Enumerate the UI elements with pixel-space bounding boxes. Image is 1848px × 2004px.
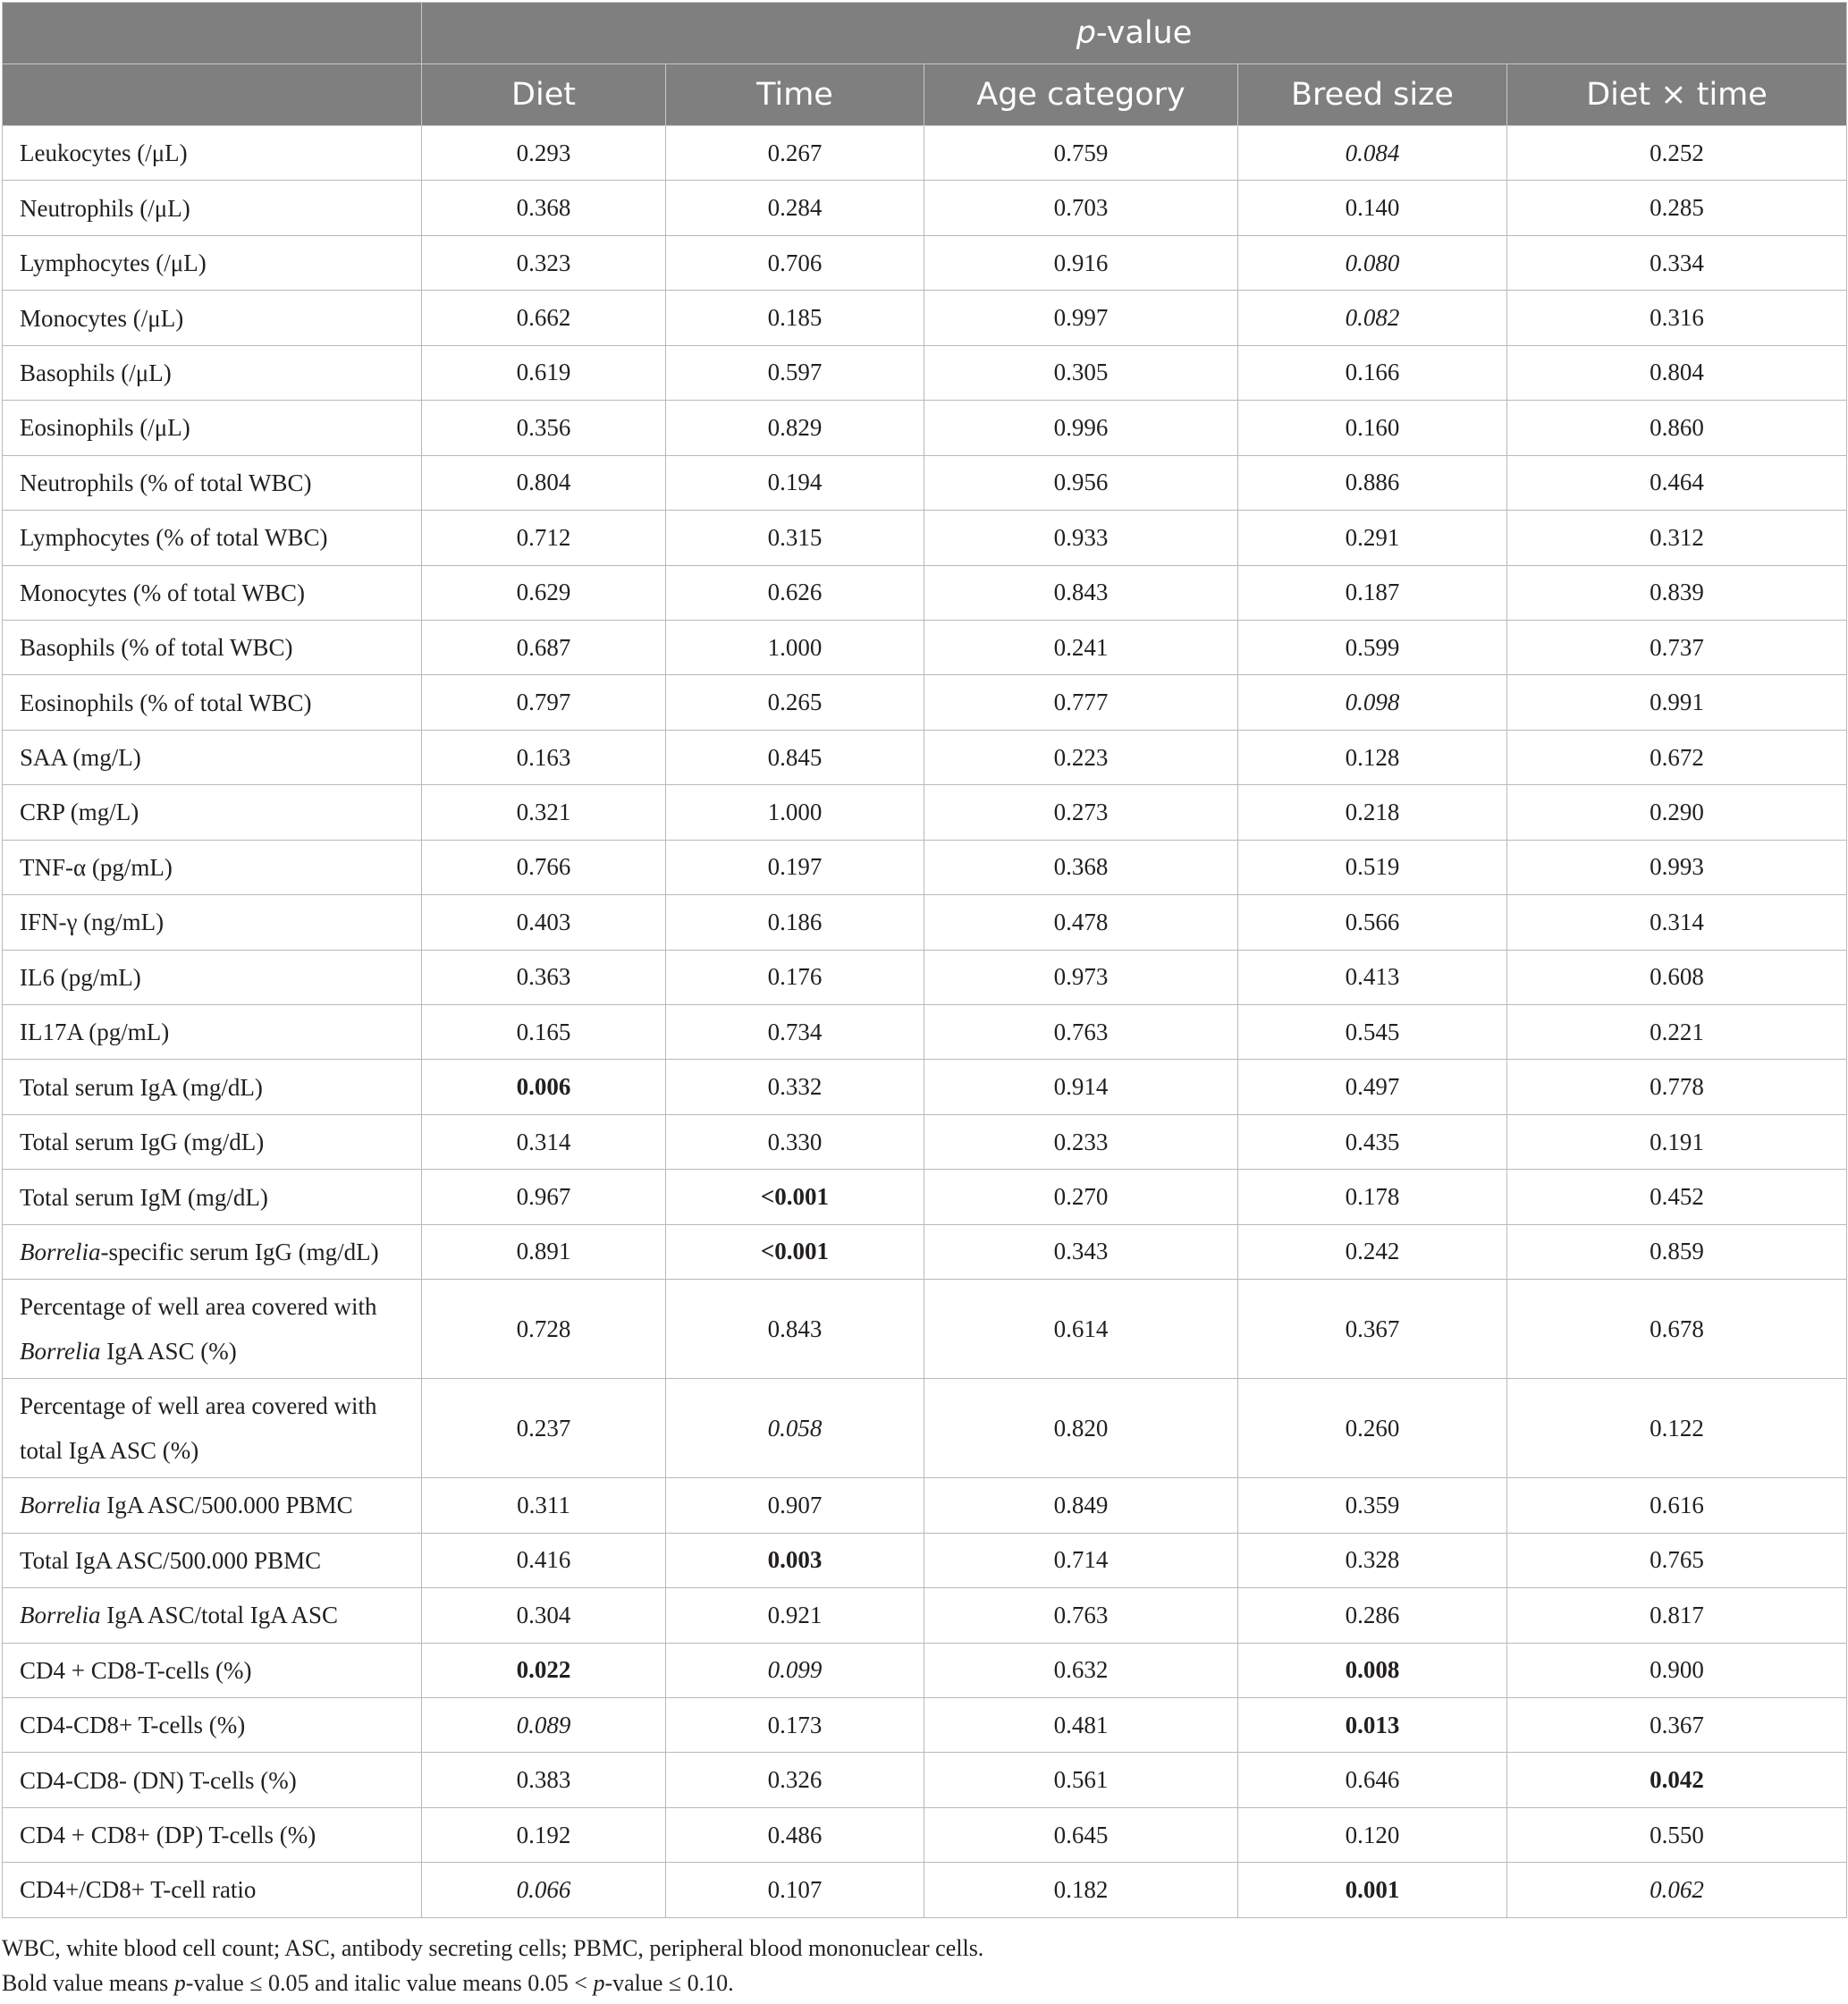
p-value-cell: 0.176 bbox=[666, 950, 924, 1004]
p-value-cell: 0.003 bbox=[666, 1533, 924, 1587]
p-value-cell: 0.759 bbox=[924, 126, 1238, 181]
row-label: CD4 + CD8+ (DP) T-cells (%) bbox=[3, 1807, 422, 1862]
row-label: TNF-α (pg/mL) bbox=[3, 840, 422, 894]
p-value-cell: 0.967 bbox=[422, 1170, 666, 1224]
p-value-cell: 0.367 bbox=[1238, 1280, 1507, 1379]
p-value-cell: 0.804 bbox=[1507, 345, 1847, 400]
p-value-cell: 0.435 bbox=[1238, 1114, 1507, 1169]
row-label: Total IgA ASC/500.000 PBMC bbox=[3, 1533, 422, 1587]
p-value-table bbox=[2, 2, 1847, 1918]
table-row bbox=[3, 1643, 1847, 1697]
p-value-cell: 0.645 bbox=[924, 1807, 1238, 1862]
p-value-cell: 0.703 bbox=[924, 181, 1238, 235]
p-value-cell: 0.314 bbox=[422, 1114, 666, 1169]
p-value-cell: 0.860 bbox=[1507, 401, 1847, 455]
p-value-cell: 0.996 bbox=[924, 401, 1238, 455]
row-label: Total serum IgG (mg/dL) bbox=[3, 1114, 422, 1169]
p-value-cell: 0.849 bbox=[924, 1478, 1238, 1533]
p-value-cell: 0.160 bbox=[1238, 401, 1507, 455]
row-label: Borrelia IgA ASC/500.000 PBMC bbox=[3, 1478, 422, 1533]
p-value-cell: 0.843 bbox=[666, 1280, 924, 1379]
row-label: Neutrophils (% of total WBC) bbox=[3, 455, 422, 510]
table-row bbox=[3, 511, 1847, 565]
row-label: CD4+/CD8+ T-cell ratio bbox=[3, 1863, 422, 1917]
p-value-cell: 0.326 bbox=[666, 1753, 924, 1807]
p-value-cell: 0.597 bbox=[666, 345, 924, 400]
p-value-cell: 0.285 bbox=[1507, 181, 1847, 235]
p-value-cell: 0.413 bbox=[1238, 950, 1507, 1004]
table-row bbox=[3, 1753, 1847, 1807]
p-value-cell: 0.550 bbox=[1507, 1807, 1847, 1862]
row-label: Borrelia-specific serum IgG (mg/dL) bbox=[3, 1224, 422, 1279]
p-value-cell: 0.099 bbox=[666, 1643, 924, 1697]
row-label: Monocytes (% of total WBC) bbox=[3, 565, 422, 620]
p-value-cell: 0.305 bbox=[924, 345, 1238, 400]
p-value-cell: 0.315 bbox=[666, 511, 924, 565]
significance-note: Bold value means p-value ≤ 0.05 and italic value means 0.05 < p-value ≤ 0.10. bbox=[2, 1970, 734, 1996]
p-value-cell: 0.218 bbox=[1238, 785, 1507, 840]
p-value-cell: 0.886 bbox=[1238, 455, 1507, 510]
p-value-cell: 0.187 bbox=[1238, 565, 1507, 620]
p-value-cell: 0.330 bbox=[666, 1114, 924, 1169]
table-row bbox=[3, 126, 1847, 181]
p-value-cell: 0.545 bbox=[1238, 1005, 1507, 1060]
row-label: Total serum IgM (mg/dL) bbox=[3, 1170, 422, 1224]
p-value-cell: 0.120 bbox=[1238, 1807, 1507, 1862]
table-row bbox=[3, 950, 1847, 1004]
p-value-cell: 1.000 bbox=[666, 785, 924, 840]
p-value-cell: 0.777 bbox=[924, 675, 1238, 730]
p-value-cell: 0.197 bbox=[666, 840, 924, 894]
abbreviations-note: WBC, white blood cell count; ASC, antibody secreting cells; PBMC, peripheral blood mononuclear cells. bbox=[2, 1935, 984, 1961]
row-label: CD4-CD8- (DN) T-cells (%) bbox=[3, 1753, 422, 1807]
p-value-cell: 0.042 bbox=[1507, 1753, 1847, 1807]
row-label: Percentage of well area covered with Borrelia IgA ASC (%) bbox=[3, 1280, 422, 1379]
p-value-cell: 0.804 bbox=[422, 455, 666, 510]
p-value-cell: <0.001 bbox=[666, 1224, 924, 1279]
p-value-cell: 0.163 bbox=[422, 730, 666, 784]
header-corner bbox=[3, 3, 422, 64]
table-row bbox=[3, 675, 1847, 730]
p-value-cell: 0.221 bbox=[1507, 1005, 1847, 1060]
p-value-cell: 0.599 bbox=[1238, 620, 1507, 674]
p-value-cell: 0.933 bbox=[924, 511, 1238, 565]
p-value-cell: 0.316 bbox=[1507, 291, 1847, 345]
table-row bbox=[3, 1863, 1847, 1917]
p-value-cell: 0.098 bbox=[1238, 675, 1507, 730]
p-value-cell: 0.629 bbox=[422, 565, 666, 620]
table-row bbox=[3, 291, 1847, 345]
p-value-cell: 0.252 bbox=[1507, 126, 1847, 181]
row-label: IFN-γ (ng/mL) bbox=[3, 895, 422, 950]
p-value-cell: 0.122 bbox=[1507, 1379, 1847, 1478]
p-value-cell: 0.914 bbox=[924, 1060, 1238, 1114]
row-label: CD4-CD8+ T-cells (%) bbox=[3, 1697, 422, 1752]
p-value-cell: 0.817 bbox=[1507, 1588, 1847, 1643]
p-value-cell: 0.089 bbox=[422, 1697, 666, 1752]
p-value-cell: 0.845 bbox=[666, 730, 924, 784]
p-value-cell: 0.383 bbox=[422, 1753, 666, 1807]
p-value-cell: 0.672 bbox=[1507, 730, 1847, 784]
table-row bbox=[3, 1005, 1847, 1060]
p-value-cell: 0.267 bbox=[666, 126, 924, 181]
p-value-cell: 0.997 bbox=[924, 291, 1238, 345]
p-value-cell: 0.678 bbox=[1507, 1280, 1847, 1379]
column-header-age-category: Age category bbox=[924, 64, 1238, 126]
table-row bbox=[3, 565, 1847, 620]
p-value-cell: 0.766 bbox=[422, 840, 666, 894]
p-value-cell: 0.993 bbox=[1507, 840, 1847, 894]
table-row bbox=[3, 895, 1847, 950]
row-label: Neutrophils (/μL) bbox=[3, 181, 422, 235]
p-value-cell: 0.022 bbox=[422, 1643, 666, 1697]
table-row bbox=[3, 1114, 1847, 1169]
p-value-cell: 0.778 bbox=[1507, 1060, 1847, 1114]
p-value-cell: 0.062 bbox=[1507, 1863, 1847, 1917]
p-value-cell: 0.165 bbox=[422, 1005, 666, 1060]
p-value-cell: 0.304 bbox=[422, 1588, 666, 1643]
p-value-cell: 0.192 bbox=[422, 1807, 666, 1862]
p-value-cell: 0.191 bbox=[1507, 1114, 1847, 1169]
table-row bbox=[3, 1807, 1847, 1862]
p-value-cell: 0.128 bbox=[1238, 730, 1507, 784]
column-header-diet-x-time: Diet × time bbox=[1507, 64, 1847, 126]
p-value-cell: 0.290 bbox=[1507, 785, 1847, 840]
header-row-columns bbox=[3, 64, 1847, 126]
p-value-cell: 0.973 bbox=[924, 950, 1238, 1004]
p-value-cell: 0.616 bbox=[1507, 1478, 1847, 1533]
p-value-cell: 0.367 bbox=[1507, 1697, 1847, 1752]
p-value-cell: 0.566 bbox=[1238, 895, 1507, 950]
row-label: Total serum IgA (mg/dL) bbox=[3, 1060, 422, 1114]
p-value-cell: 0.646 bbox=[1238, 1753, 1507, 1807]
p-value-cell: 0.956 bbox=[924, 455, 1238, 510]
p-value-cell: 0.173 bbox=[666, 1697, 924, 1752]
p-value-cell: 0.321 bbox=[422, 785, 666, 840]
row-label: SAA (mg/L) bbox=[3, 730, 422, 784]
table-row bbox=[3, 1379, 1847, 1478]
column-header-time: Time bbox=[666, 64, 924, 126]
p-value-cell: 0.166 bbox=[1238, 345, 1507, 400]
p-value-cell: 0.368 bbox=[422, 181, 666, 235]
p-value-cell: 0.265 bbox=[666, 675, 924, 730]
p-value-cell: 0.233 bbox=[924, 1114, 1238, 1169]
table-row bbox=[3, 1280, 1847, 1379]
table-row bbox=[3, 455, 1847, 510]
p-value-cell: 0.843 bbox=[924, 565, 1238, 620]
p-value-cell: 0.737 bbox=[1507, 620, 1847, 674]
p-value-cell: 0.066 bbox=[422, 1863, 666, 1917]
p-value-cell: 0.403 bbox=[422, 895, 666, 950]
p-value-cell: 0.452 bbox=[1507, 1170, 1847, 1224]
row-label: Percentage of well area covered with total IgA ASC (%) bbox=[3, 1379, 422, 1478]
p-value-cell: 0.829 bbox=[666, 401, 924, 455]
p-value-cell: 0.058 bbox=[666, 1379, 924, 1478]
p-value-cell: 1.000 bbox=[666, 620, 924, 674]
p-value-cell: 0.273 bbox=[924, 785, 1238, 840]
row-label: CD4 + CD8-T-cells (%) bbox=[3, 1643, 422, 1697]
row-label: Borrelia IgA ASC/total IgA ASC bbox=[3, 1588, 422, 1643]
p-value-cell: 0.311 bbox=[422, 1478, 666, 1533]
p-value-cell: 0.519 bbox=[1238, 840, 1507, 894]
p-value-cell: 0.178 bbox=[1238, 1170, 1507, 1224]
p-value-cell: 0.293 bbox=[422, 126, 666, 181]
row-label: IL6 (pg/mL) bbox=[3, 950, 422, 1004]
row-label: Lymphocytes (/μL) bbox=[3, 235, 422, 290]
table-row bbox=[3, 785, 1847, 840]
row-label: Eosinophils (% of total WBC) bbox=[3, 675, 422, 730]
p-value-cell: 0.614 bbox=[924, 1280, 1238, 1379]
p-value-cell: 0.859 bbox=[1507, 1224, 1847, 1279]
row-label: Lymphocytes (% of total WBC) bbox=[3, 511, 422, 565]
p-value-cell: 0.223 bbox=[924, 730, 1238, 784]
p-value-cell: 0.356 bbox=[422, 401, 666, 455]
p-value-cell: 0.416 bbox=[422, 1533, 666, 1587]
row-label: Basophils (/μL) bbox=[3, 345, 422, 400]
table-row bbox=[3, 1588, 1847, 1643]
p-value-cell: 0.314 bbox=[1507, 895, 1847, 950]
p-value-cell: 0.687 bbox=[422, 620, 666, 674]
p-value-cell: 0.237 bbox=[422, 1379, 666, 1478]
p-value-cell: 0.765 bbox=[1507, 1533, 1847, 1587]
table-row bbox=[3, 181, 1847, 235]
p-value-cell: 0.312 bbox=[1507, 511, 1847, 565]
p-value-cell: 0.561 bbox=[924, 1753, 1238, 1807]
p-value-cell: 0.900 bbox=[1507, 1643, 1847, 1697]
p-value-cell: 0.334 bbox=[1507, 235, 1847, 290]
p-value-cell: 0.242 bbox=[1238, 1224, 1507, 1279]
table-row bbox=[3, 1170, 1847, 1224]
table-body bbox=[3, 126, 1847, 1918]
row-label: Leukocytes (/μL) bbox=[3, 126, 422, 181]
p-value-cell: 0.082 bbox=[1238, 291, 1507, 345]
p-value-cell: 0.486 bbox=[666, 1807, 924, 1862]
column-header-diet: Diet bbox=[422, 64, 666, 126]
table-row bbox=[3, 1478, 1847, 1533]
p-value-cell: 0.712 bbox=[422, 511, 666, 565]
p-value-cell: 0.478 bbox=[924, 895, 1238, 950]
table-row bbox=[3, 620, 1847, 674]
table-row bbox=[3, 1533, 1847, 1587]
table-row bbox=[3, 730, 1847, 784]
table-row bbox=[3, 840, 1847, 894]
p-value-cell: 0.286 bbox=[1238, 1588, 1507, 1643]
p-value-cell: 0.194 bbox=[666, 455, 924, 510]
p-value-cell: 0.080 bbox=[1238, 235, 1507, 290]
p-value-cell: 0.328 bbox=[1238, 1533, 1507, 1587]
header-corner-2 bbox=[3, 64, 422, 126]
p-value-cell: 0.260 bbox=[1238, 1379, 1507, 1478]
p-value-cell: 0.013 bbox=[1238, 1697, 1507, 1752]
row-label: Eosinophils (/μL) bbox=[3, 401, 422, 455]
header-row-group bbox=[3, 3, 1847, 64]
p-value-cell: 0.291 bbox=[1238, 511, 1507, 565]
p-value-cell: 0.323 bbox=[422, 235, 666, 290]
p-value-cell: 0.632 bbox=[924, 1643, 1238, 1697]
p-value-cell: 0.619 bbox=[422, 345, 666, 400]
row-label: Monocytes (/μL) bbox=[3, 291, 422, 345]
p-value-cell: 0.186 bbox=[666, 895, 924, 950]
table-row bbox=[3, 235, 1847, 290]
p-value-cell: 0.368 bbox=[924, 840, 1238, 894]
p-value-cell: 0.734 bbox=[666, 1005, 924, 1060]
p-value-cell: 0.839 bbox=[1507, 565, 1847, 620]
p-value-cell: 0.797 bbox=[422, 675, 666, 730]
p-value-cell: 0.763 bbox=[924, 1005, 1238, 1060]
p-value-cell: 0.001 bbox=[1238, 1863, 1507, 1917]
p-value-cell: 0.728 bbox=[422, 1280, 666, 1379]
column-header-breed-size: Breed size bbox=[1238, 64, 1507, 126]
p-value-cell: 0.608 bbox=[1507, 950, 1847, 1004]
p-value-cell: 0.706 bbox=[666, 235, 924, 290]
p-value-cell: 0.662 bbox=[422, 291, 666, 345]
p-value-cell: 0.241 bbox=[924, 620, 1238, 674]
p-value-cell: 0.464 bbox=[1507, 455, 1847, 510]
p-value-cell: 0.182 bbox=[924, 1863, 1238, 1917]
p-value-cell: 0.907 bbox=[666, 1478, 924, 1533]
table-row bbox=[3, 401, 1847, 455]
table-row bbox=[3, 1060, 1847, 1114]
p-value-cell: 0.714 bbox=[924, 1533, 1238, 1587]
p-value-cell: 0.140 bbox=[1238, 181, 1507, 235]
p-value-cell: 0.084 bbox=[1238, 126, 1507, 181]
p-value-cell: 0.363 bbox=[422, 950, 666, 1004]
p-value-cell: 0.008 bbox=[1238, 1643, 1507, 1697]
p-value-cell: 0.332 bbox=[666, 1060, 924, 1114]
p-value-cell: 0.891 bbox=[422, 1224, 666, 1279]
p-value-cell: 0.763 bbox=[924, 1588, 1238, 1643]
p-value-cell: 0.359 bbox=[1238, 1478, 1507, 1533]
p-value-cell: 0.820 bbox=[924, 1379, 1238, 1478]
p-value-cell: 0.107 bbox=[666, 1863, 924, 1917]
p-value-cell: 0.006 bbox=[422, 1060, 666, 1114]
p-value-cell: 0.481 bbox=[924, 1697, 1238, 1752]
p-value-cell: 0.343 bbox=[924, 1224, 1238, 1279]
row-label: CRP (mg/L) bbox=[3, 785, 422, 840]
row-label: IL17A (pg/mL) bbox=[3, 1005, 422, 1060]
table-row bbox=[3, 345, 1847, 400]
p-value-group-header: p-value bbox=[422, 3, 1847, 64]
p-value-cell: 0.270 bbox=[924, 1170, 1238, 1224]
table-row bbox=[3, 1224, 1847, 1279]
p-value-cell: 0.991 bbox=[1507, 675, 1847, 730]
p-value-cell: 0.626 bbox=[666, 565, 924, 620]
p-value-cell: 0.916 bbox=[924, 235, 1238, 290]
row-label: Basophils (% of total WBC) bbox=[3, 620, 422, 674]
p-value-cell: 0.921 bbox=[666, 1588, 924, 1643]
p-value-cell: <0.001 bbox=[666, 1170, 924, 1224]
p-value-cell: 0.284 bbox=[666, 181, 924, 235]
p-value-cell: 0.497 bbox=[1238, 1060, 1507, 1114]
table-row bbox=[3, 1697, 1847, 1752]
p-value-cell: 0.185 bbox=[666, 291, 924, 345]
